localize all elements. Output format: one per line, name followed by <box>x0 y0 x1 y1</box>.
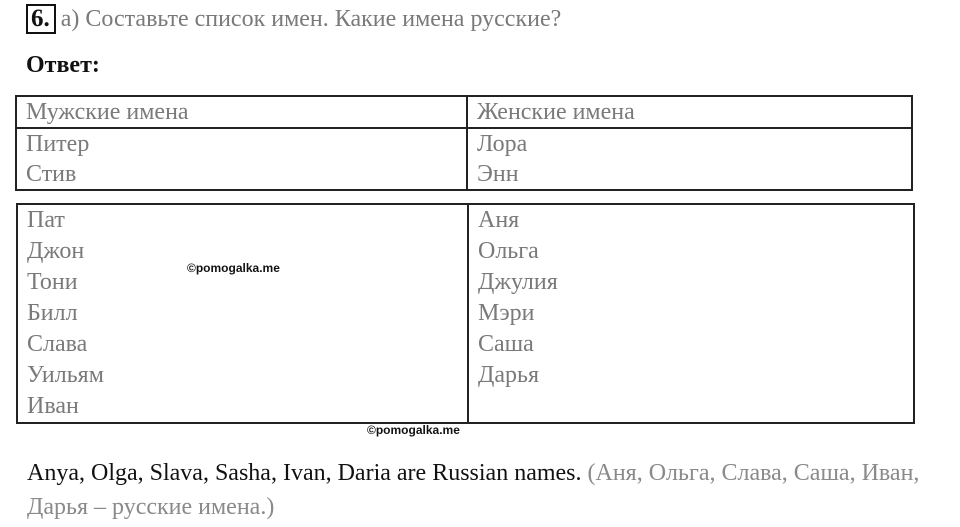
summary-russian: (Аня, Ольга, Слава, Саша, Иван, Дарья – русские имена.) <box>27 460 920 520</box>
female-name: Аня <box>478 207 520 233</box>
female-name: Лора <box>477 131 528 157</box>
female-name: Мэри <box>478 300 535 326</box>
male-names-cell <box>17 204 468 423</box>
male-name: Уильям <box>27 362 104 388</box>
task-heading <box>26 4 561 34</box>
male-name: Джон <box>27 238 85 264</box>
male-name: Слава <box>27 331 88 357</box>
male-name: Билл <box>27 300 78 326</box>
male-name: Питер <box>26 131 90 157</box>
male-name: Пат <box>27 207 65 233</box>
male-name: Тони <box>27 269 78 295</box>
female-name: Джулия <box>478 269 558 295</box>
male-name: Стив <box>26 161 77 187</box>
female-name: Дарья <box>478 362 540 388</box>
summary-english: Anya, Olga, Slava, Sasha, Ivan, Daria are Russian names. <box>27 460 582 486</box>
names-table-2 <box>16 203 915 424</box>
table-row <box>16 128 912 190</box>
names-table-1 <box>15 95 913 191</box>
female-name: Ольга <box>478 238 539 264</box>
female-name: Энн <box>477 161 519 187</box>
answer-summary <box>27 456 927 524</box>
female-name: Саша <box>478 331 534 357</box>
watermark: ©pomogalka.me <box>367 423 460 437</box>
male-names-cell <box>16 128 467 190</box>
male-name: Иван <box>27 393 79 419</box>
answer-label: Ответ: <box>26 52 100 78</box>
female-names-cell <box>467 128 912 190</box>
female-names-header: Женские имена <box>467 96 912 128</box>
table-row <box>17 204 914 423</box>
watermark: ©pomogalka.me <box>187 261 280 275</box>
male-names-header: Мужские имена <box>16 96 467 128</box>
table-header-row <box>16 96 912 128</box>
task-number: 6. <box>26 4 56 34</box>
task-text: а) Составьте список имен. Какие имена русские? <box>60 5 562 32</box>
female-names-cell <box>468 204 914 423</box>
